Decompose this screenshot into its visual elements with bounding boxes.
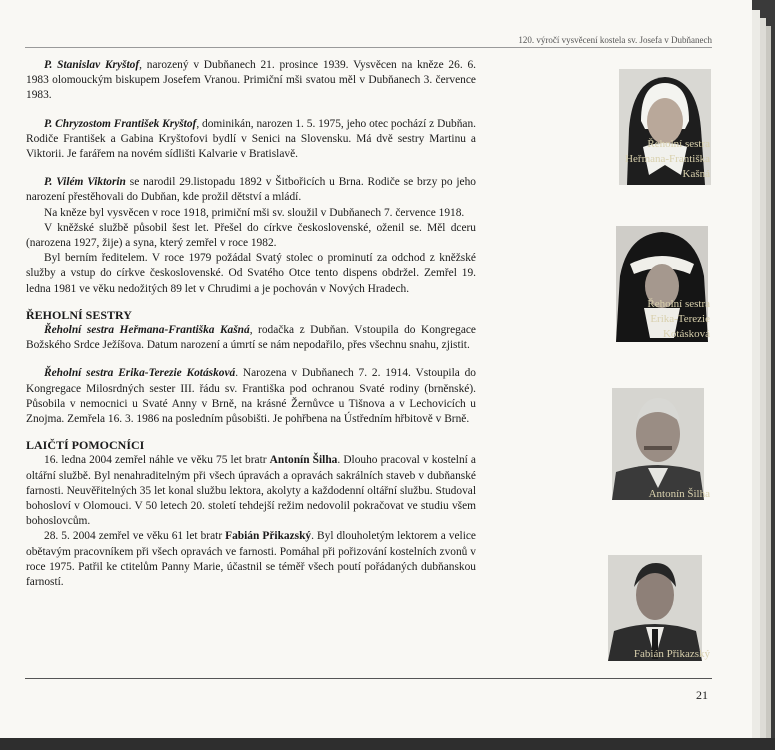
paragraph-text: , dominikán, narozen 1. 5. 1975, jeho otec pochází z Dubňan. Rodiče František a Gabina Kryštofovi bydlí v Senici na Slovensku. Má dvě sestry Martinu a Viktorii. Je farářem na novém sídlišti Kalvarie v Bratislavě. [26, 117, 477, 161]
paragraph-text: 16. ledna 2004 zemřel náhle ve věku 75 let bratr [44, 454, 270, 467]
footer-rule [25, 678, 712, 679]
caption-line: Erika-Terezie [650, 313, 710, 325]
caption-hermana [560, 137, 710, 182]
paragraph-hermana [26, 323, 476, 353]
person-name: Řeholní sestra Heřmana-Františka Kašná [44, 324, 250, 337]
main-text-column [26, 58, 476, 590]
paragraph-text: 28. 5. 2004 zemřel ve věku 61 let bratr [44, 530, 226, 543]
paragraph-stanislav [26, 58, 476, 104]
page-number: 21 [696, 688, 708, 702]
running-header: 120. výročí vysvěcení kostela sv. Josefa v Dubňanech [518, 35, 712, 45]
man-portrait-photo [608, 555, 702, 661]
caption-line: Kašná [682, 168, 710, 180]
caption-antonin [560, 487, 710, 502]
paragraph-erika [26, 366, 476, 427]
paragraph-vilem-2: Na kněze byl vysvěcen v roce 1918, primiční mši sv. sloužil v Dubňanech 7. července 1918. [44, 206, 465, 219]
paragraph-text: . Narozena v Dubňanech 7. 2. 1914. Vstoupila do Kongregace Milosrdných sester III. řádu sv. Františka pod ochranou Svaté rodiny (brněnské). Působila v nemocnici u Svaté Anny v Brně, na krásné Žernůvce u Tišnova a v Lechovicích u Znojma. Zemřela 16. 3. 1986 na posledním působišti. Je pohřbena na Ústředním hřbitově v Brně. [26, 367, 476, 426]
person-name: P. Chryzostom František Kryštof [44, 117, 197, 130]
page-edge [766, 26, 771, 738]
person-name: P. Stanislav Kryštof [44, 59, 140, 71]
caption-erika [560, 297, 710, 342]
caption-line: Řeholní sestra [647, 298, 710, 310]
page-edge [752, 10, 760, 738]
caption-line: Antonín Šilha [648, 488, 710, 500]
paragraph-text: se narodil 29.listopadu 1892 v Šitbořicích u Brna. Rodiče se brzy po jeho narození přestěhovali do Dubňan, kde prožil dětství a mládí. [26, 176, 476, 204]
section-heading-lay-helpers: LAIČTÍ POMOCNÍCI [26, 438, 145, 453]
header-rule [25, 47, 712, 48]
person-name: Řeholní sestra Erika-Terezie Kotásková [44, 367, 236, 380]
section-heading-sisters: ŘEHOLNÍ SESTRY [26, 307, 132, 322]
caption-line: Kotásková [662, 328, 710, 340]
paragraph-fabian [26, 529, 476, 590]
caption-line: Fabián Přikazský [633, 648, 710, 660]
person-name: Antonín Šilha [269, 454, 338, 467]
paragraph-text: , narozený v Dubňanech 21. prosince 1939. Vysvěcen na kněze 26. 6. 1983 olomouckým biskupem Josefem Vranou. Primiční mši svatou měl v Dubňanech 3. července 1983. [26, 59, 476, 102]
paragraph-chryzostom [26, 117, 476, 163]
paragraph-text: . Dlouho pracoval v kostelní a oltářní službě. Byl nenahraditelným při všech úpravách a opravách sakrálních staveb v dubňanské farnosti. Neuvěřitelných 35 let konal službu lektora, akolyty a každodenní oltářní službu. Studoval bohosloví v Olomouci. V 50 letech 20. století tehdejší režim nedovolil pokračovat ve studiu všem bohoslovcům. [26, 454, 476, 528]
person-name: P. Vilém Viktorin [44, 176, 126, 189]
paragraph-text: . Byl dlouholetým lektorem a velice obětavým pracovníkem při všech opravách ve farnosti. Pomáhal při pořizování kostelních zvonů v roce 1975. Patřil ke ctitelům Panny Marie, účastnil se téměř všech poutí pořádaných dubňanskou farností. [26, 530, 476, 589]
paragraph-vilem-3: V kněžské službě působil šest let. Přešel do církve československé, oženil se. Měl dceru (narozena 1927, žije) a syna, který zemřel v roce 1982. [26, 221, 476, 250]
caption-line: Řeholní sestra [647, 138, 710, 150]
scan-background [0, 738, 775, 750]
paragraph-text: , rodačka z Dubňan. Vstoupila do Kongregace Božského Srdce Ježíšova. Datum narození a úmrtí se nám nepodařilo, přes všechnu snahu, zjistit. [26, 324, 476, 352]
paragraph-vilem [26, 175, 476, 205]
caption-line: Heřmana-Františka [625, 153, 710, 165]
man-portrait-photo [612, 388, 704, 500]
paragraph-antonin [26, 453, 476, 529]
paragraph-vilem-4: Byl berním ředitelem. V roce 1979 požádal Svatý stolec o prominutí za odchod z kněžské služby a vstup do církve československé. Od Svatého Otce tento dispens obdržel. Zemřel 19. ledna 1981 ve věku nedožitých 89 let v Chrudimi a je pochován v Nových Hradech. [26, 252, 476, 295]
caption-fabian [560, 647, 710, 662]
person-name: Fabián Přikazský [225, 530, 312, 543]
